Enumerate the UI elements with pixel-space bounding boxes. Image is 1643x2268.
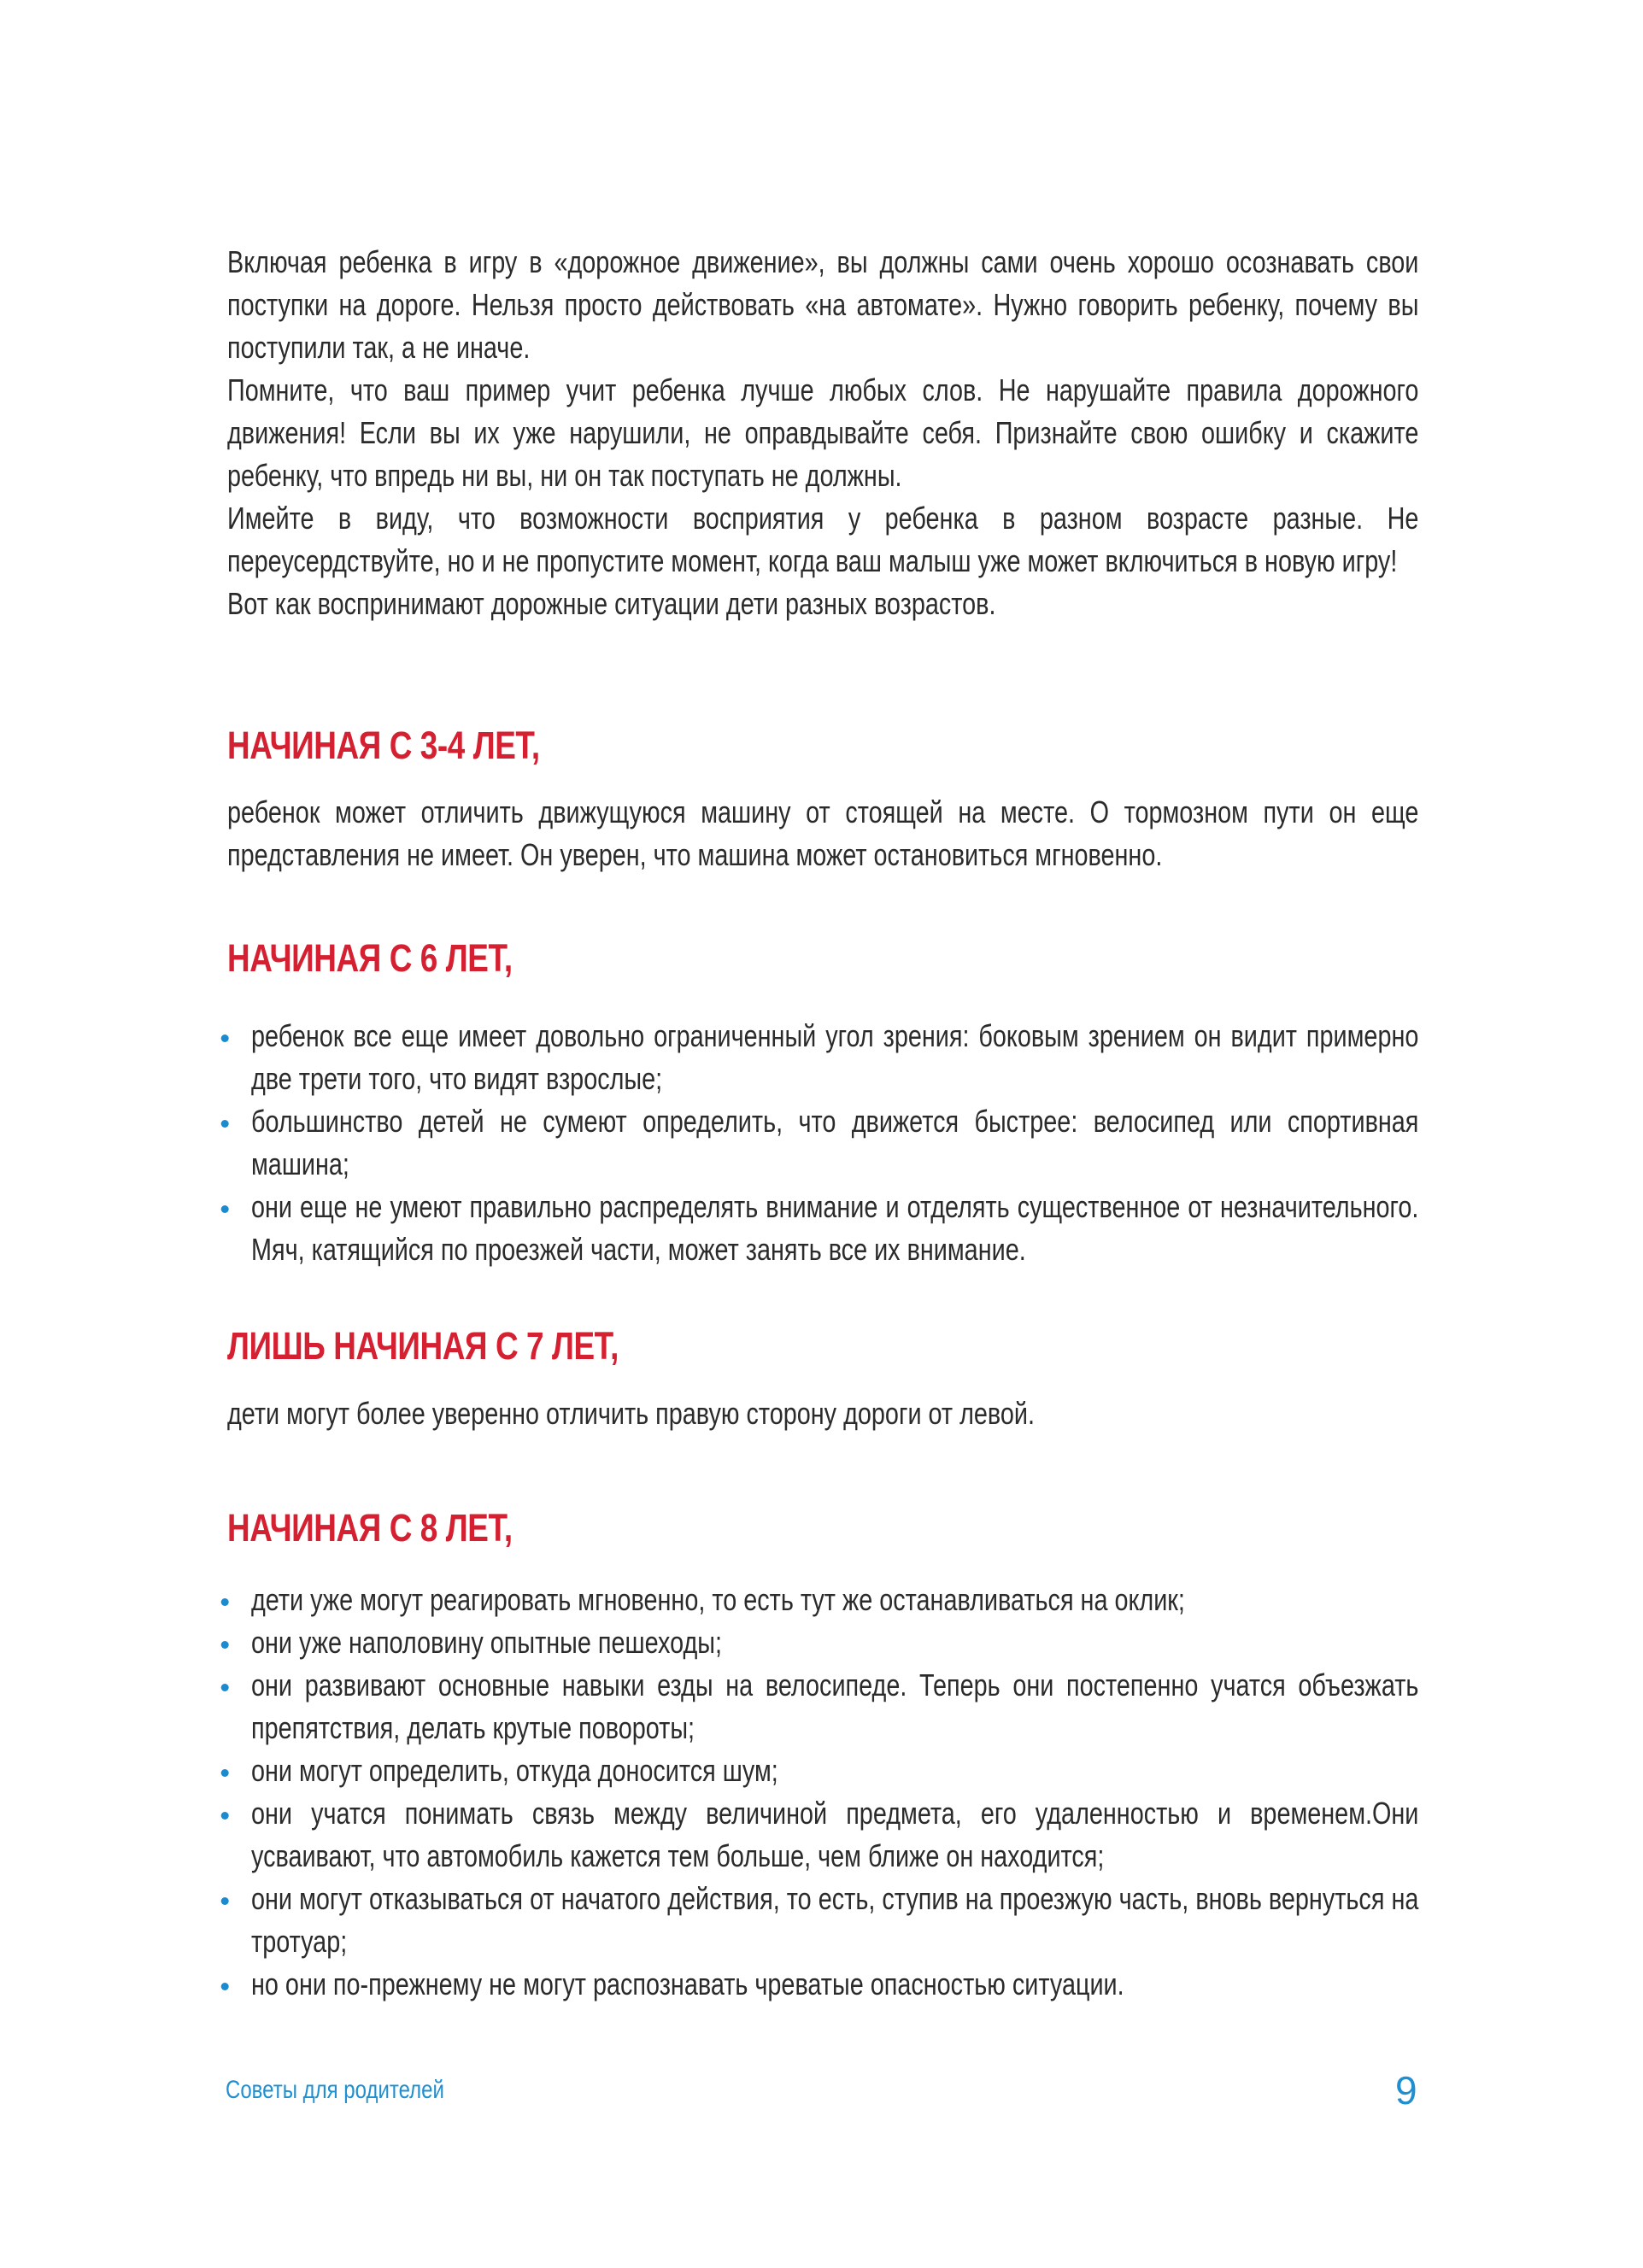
intro-paragraph: Включая ребенка в игру в «дорожное движение», вы должны сами очень хорошо осознавать свои поступки на дороге. Нельзя просто действовать «на автомате». Нужно говорить ребенку, почему вы поступили так, а не иначе.	[227, 244, 1419, 365]
section-heading: НАЧИНАЯ С 8 ЛЕТ,	[227, 1506, 513, 1550]
bullet-icon	[221, 1120, 229, 1128]
bullet-icon	[221, 1812, 229, 1820]
list-item	[227, 1186, 1418, 1271]
list-item-text: они могут отказываться от начатого действия, то есть, ступив на проезжую часть, вновь вернуться на тротуар;	[251, 1881, 1419, 1959]
list-item-text: они уже наполовину опытные пешеходы;	[251, 1625, 722, 1660]
section-paragraph	[227, 1392, 1418, 1435]
list-item-text: они могут определить, откуда доносится шум;	[251, 1753, 778, 1788]
bullet-icon	[221, 1641, 229, 1649]
section-text: дети могут более уверенно отличить правую сторону дороги от левой.	[227, 1396, 1036, 1431]
list-item-text: дети уже могут реагировать мгновенно, то есть тут же останавливаться на оклик;	[251, 1582, 1185, 1617]
section-bullets	[227, 1579, 1418, 2006]
intro-paragraph: Имейте в виду, что возможности восприятия у ребенка в разном возрасте разные. Не переусердствуйте, но и не пропустите момент, когда ваш малыш уже может включиться в новую игру!	[227, 501, 1419, 578]
bullet-icon	[221, 1983, 229, 1990]
section-bullets	[227, 1015, 1418, 1271]
list-item	[227, 1963, 1418, 2006]
list-item	[227, 1792, 1418, 1878]
intro-paragraph: Помните, что ваш пример учит ребенка лучше любых слов. Не нарушайте правила дорожного движения! Если вы их уже нарушили, не оправдывайте себя. Признайте свою ошибку и скажите ребенку, что впредь ни вы, ни он так поступать не должны.	[227, 372, 1419, 493]
intro-text	[227, 241, 1418, 625]
list-item-text: но они по-прежнему не могут распознавать чреватые опасностью ситуации.	[251, 1966, 1124, 2001]
section-text: ребенок может отличить движущуюся машину от стоящей на месте. О тормозном пути он еще представления не имеет. Он уверен, что машина может остановиться мгновенно.	[227, 794, 1419, 872]
list-item	[227, 1100, 1418, 1186]
list-item	[227, 1015, 1418, 1100]
section-heading: НАЧИНАЯ С 6 ЛЕТ,	[227, 936, 513, 980]
bullet-icon	[221, 1684, 229, 1691]
page-number: 9	[1395, 2068, 1417, 2113]
bullet-icon	[221, 1034, 229, 1042]
bullet-icon	[221, 1205, 229, 1213]
section-paragraph	[227, 791, 1418, 876]
list-item-text: они еще не умеют правильно распределять внимание и отделять существенное от незначительного. Мяч, катящийся по проезжей части, может занять все их внимание.	[251, 1189, 1419, 1267]
list-item	[227, 1664, 1418, 1749]
footer-title: Советы для родителей	[226, 2076, 444, 2104]
list-item	[227, 1579, 1418, 1621]
bullet-icon	[221, 1897, 229, 1905]
list-item	[227, 1621, 1418, 1664]
intro-paragraph: Вот как воспринимают дорожные ситуации дети разных возрастов.	[227, 586, 996, 621]
bullet-list	[227, 1579, 1418, 2006]
bullet-list	[227, 1015, 1418, 1271]
list-item-text: они учатся понимать связь между величиной предмета, его удаленностью и временем.Они усваивают, что автомобиль кажется тем больше, чем ближе он находится;	[251, 1796, 1419, 1873]
section-heading: НАЧИНАЯ С 3-4 ЛЕТ,	[227, 724, 540, 767]
section-heading: ЛИШЬ НАЧИНАЯ С 7 ЛЕТ,	[227, 1324, 619, 1368]
list-item-text: ребенок все еще имеет довольно ограниченный угол зрения: боковым зрением он видит примерно две трети того, что видят взрослые;	[251, 1018, 1419, 1096]
list-item-text: они развивают основные навыки езды на велосипеде. Теперь они постепенно учатся объезжать препятствия, делать крутые повороты;	[251, 1667, 1419, 1745]
bullet-icon	[221, 1598, 229, 1606]
list-item-text: большинство детей не сумеют определить, что движется быстрее: велосипед или спортивная машина;	[251, 1104, 1419, 1181]
bullet-icon	[221, 1769, 229, 1777]
list-item	[227, 1878, 1418, 1963]
list-item	[227, 1749, 1418, 1792]
